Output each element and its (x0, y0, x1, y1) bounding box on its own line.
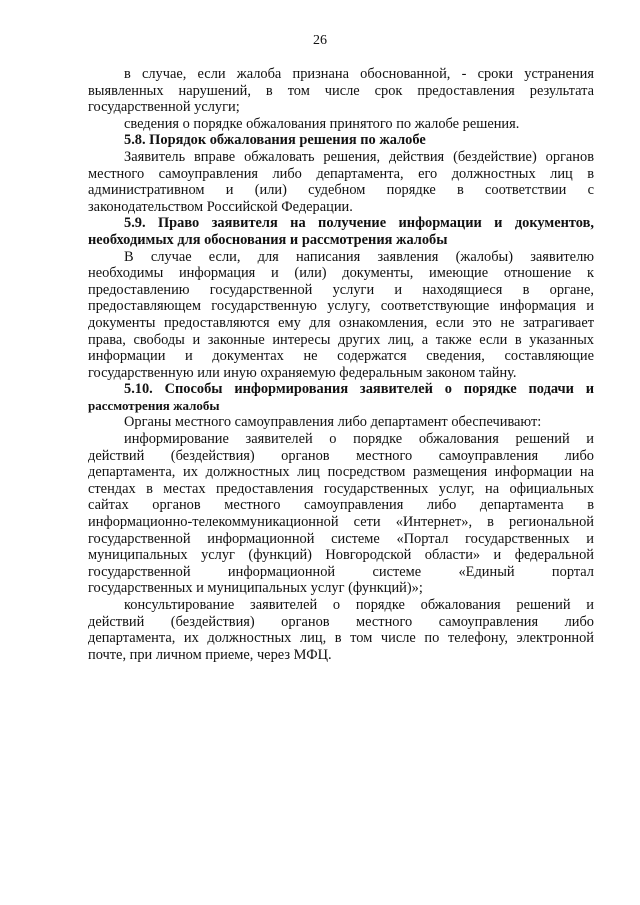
text-line: выявленных нарушений, в том числе срок предоставления результата (88, 82, 594, 99)
text-line: сайтах органов местного самоуправления либо департамента в (88, 497, 594, 514)
text-line: необходимы информация и (или) документы, имеющие отношение к (88, 265, 594, 282)
text-line: законодательством Российской Федерации. (88, 198, 353, 215)
text-line: рассмотрения жалобы (88, 397, 220, 413)
text-line: информирование заявителей о порядке обжалования решений и (124, 431, 594, 448)
text-line: информационно-телекоммуникационной сети «Интернет», в региональной (88, 514, 594, 531)
text-line: 5.10. Способы информирования заявителей о порядке подачи и (124, 381, 594, 398)
text-line: Органы местного самоуправления либо департамент обеспечивают: (124, 414, 542, 431)
text-line: государственной информационной системе «Единый портал (88, 563, 594, 580)
text-line: 5.8. Порядок обжалования решения по жалобе (124, 132, 426, 149)
text-line: предоставляющем государственную услугу, соответствующие информация и (88, 298, 594, 315)
text-line: действий (бездействия) органов местного самоуправления либо (88, 613, 594, 630)
document-body (88, 66, 594, 663)
text-line: департамента, их должностных лиц посредством размещения информации на (88, 464, 594, 481)
text-line: сведения о порядке обжалования принятого по жалобе решения. (124, 115, 520, 132)
text-line: действий (бездействия) органов местного самоуправления либо (88, 447, 594, 464)
text-line: В случае если, для написания заявления (жалобы) заявителю (124, 248, 594, 265)
text-line: в случае, если жалоба признана обоснованной, - сроки устранения (124, 66, 594, 82)
text-line: местного самоуправления либо департамента, его должностных лиц в (88, 165, 594, 182)
text-line: 5.9. Право заявителя на получение информации и документов, (124, 215, 594, 232)
text-line: государственных и муниципальных услуг (функций)»; (88, 580, 423, 597)
text-line: департамента, их должностных лиц, в том числе по телефону, электронной (88, 630, 594, 647)
page-number: 26 (313, 33, 327, 48)
text-line: стендах в местах предоставления государственных услуг, на официальных (88, 480, 594, 497)
text-line: муниципальных услуг (функций) Новгородской области» и федеральной (88, 547, 594, 564)
text-line: почте, при личном приеме, через МФЦ. (88, 646, 332, 663)
text-line: консультирование заявителей о порядке обжалования решений и (124, 597, 594, 613)
text-line: предоставлению государственной услуги и находящиеся в органе, (88, 281, 594, 298)
text-line: государственной услуги; (88, 99, 240, 116)
text-line: права, свободы и законные интересы других лиц, а также если в указанных (88, 331, 594, 348)
text-line: документы предоставляются ему для ознакомления, если это не затрагивает (88, 314, 594, 331)
text-line: административном и (или) судебном порядке в соответствии с (88, 182, 594, 199)
text-line: необходимых для обоснования и рассмотрения жалобы (88, 231, 448, 248)
text-line: государственную или иную охраняемую федеральным законом тайну. (88, 364, 517, 381)
text-line: Заявитель вправе обжаловать решения, действия (бездействие) органов (124, 148, 594, 165)
text-line: информации и документах не содержатся сведения, составляющие (88, 348, 594, 365)
text-line: государственной информационной системе «Портал государственных и (88, 530, 594, 547)
